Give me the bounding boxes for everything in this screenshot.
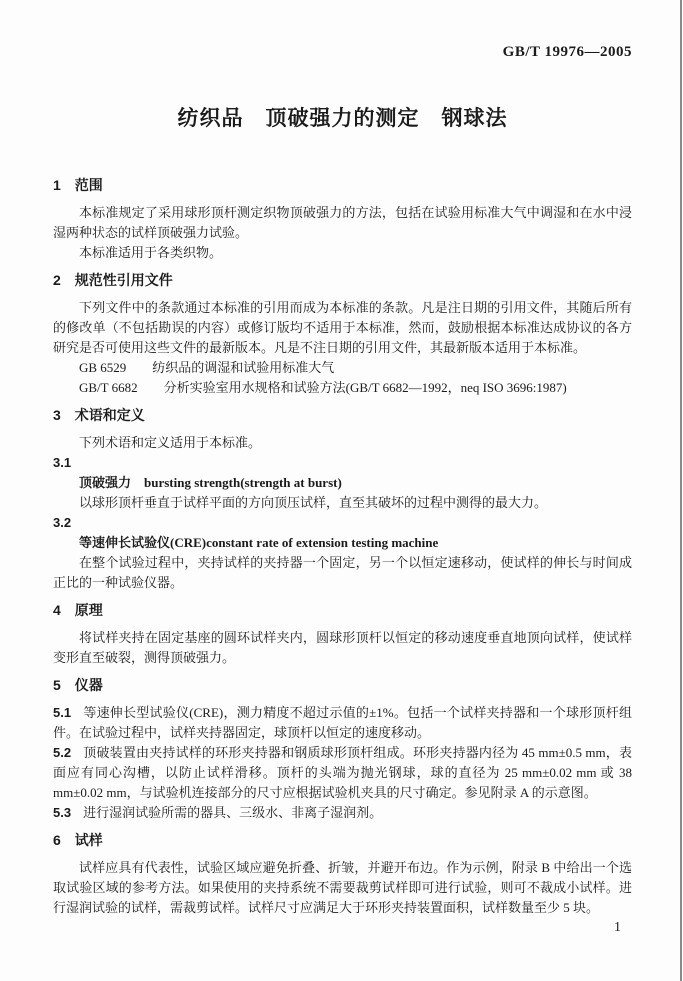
term-entry [53,513,632,593]
section-heading-terms-definitions: 3 术语和定义 [53,407,145,423]
document-title: 纺织品 顶破强力的测定 钢球法 [177,107,508,130]
section-specimens [53,830,632,918]
section-apparatus [53,675,632,823]
reference-item: GB 6529 纺织品的调湿和试验用标准大气 [79,360,335,375]
term-number: 3.2 [53,515,72,530]
paragraph: 下列术语和定义适用于本标准。 [79,435,262,450]
scan-artifact-right-edge [680,0,682,981]
term-definition: 以球形顶杆垂直于试样平面的方向顶压试样，直至其破坏的过程中测得的最大力。 [79,495,548,510]
section-heading-normative-references: 2 规范性引用文件 [53,272,173,288]
term-name: 顶破强力 bursting strength(strength at burst) [79,475,342,490]
term-name: 等速伸长试验仪(CRE)constant rate of extension testing machine [79,535,439,550]
reference-item: GB/T 6682 分析实验室用水规格和试验方法(GB/T 6682—1992，neq ISO 3696:1987) [79,380,567,395]
section-principle [53,600,632,668]
section-terms-definitions [53,405,632,593]
clause-text: 等速伸长型试验仪(CRE)，测力精度不超过示值的±1%。包括一个试样夹持器和一个球形顶杆组件。在试验过程中，试样夹持器固定，球顶杆以恒定的速度移动。 [53,705,632,740]
term-entry [53,453,632,513]
clause-number: 5.3 [53,805,72,820]
paragraph: 本标准规定了采用球形顶杆测定织物顶破强力的方法，包括在试验用标准大气中调湿和在水中浸湿两种状态的试样顶破强力试验。 [53,205,632,240]
clause [53,803,632,823]
paragraph: 将试样夹持在固定基座的圆环试样夹内，圆球形顶杆以恒定的移动速度垂直地顶向试样，使试样变形直至破裂，测得顶破强力。 [53,630,632,665]
paragraph: 本标准适用于各类织物。 [79,245,223,260]
section-heading-specimens: 6 试样 [53,832,103,848]
section-heading-scope: 1 范围 [53,177,103,193]
standard-code: GB/T 19976—2005 [502,44,632,60]
clause [53,743,632,803]
paragraph: 下列文件中的条款通过本标准的引用而成为本标准的条款。凡是注日期的引用文件，其随后所有的修改单（不包括勘误的内容）或修订版均不适用于本标准，然而，鼓励根据本标准达成协议的各方研究是否可使用这些文件的最新版本。凡是不注日期的引用文件，其最新版本适用于本标准。 [53,300,632,355]
clause-number: 5.1 [53,705,72,720]
section-scope [53,175,632,263]
section-heading-apparatus: 5 仪器 [53,677,103,693]
clause-text: 顶破装置由夹持试样的环形夹持器和钢质球形顶杆组成。环形夹持器内径为 45 mm±0.5 mm，表面应有同心沟槽，以防止试样滑移。顶杆的头端为抛光钢球，球的直径为 25 mm±0.02 mm 或 38 mm±0.02 mm，与试验机连接部分的尺寸应根据试验机夹具的尺寸确定。参见附录 A 的示意图。 [53,745,632,800]
clause [53,703,632,743]
term-definition: 在整个试验过程中，夹持试样的夹持器一个固定，另一个以恒定速移动，使试样的伸长与时间成正比的一种试验仪器。 [53,555,632,590]
term-number: 3.1 [53,455,72,470]
page-number: 1 [614,920,621,935]
section-normative-references [53,270,632,398]
paragraph: 试样应具有代表性，试验区域应避免折叠、折皱，并避开布边。作为示例，附录 B 中给出一个选取试验区域的参考方法。如果使用的夹持系统不需要裁剪试样即可进行试验，则可不裁成小试样。进行湿润试验的试样，需裁剪试样。试样尺寸应满足大于环形夹持装置面积，试样数量至少 5 块。 [53,860,632,915]
clause-text: 进行湿润试验所需的器具、三级水、非离子湿润剂。 [83,805,383,820]
clause-number: 5.2 [53,745,72,760]
section-heading-principle: 4 原理 [53,602,103,618]
